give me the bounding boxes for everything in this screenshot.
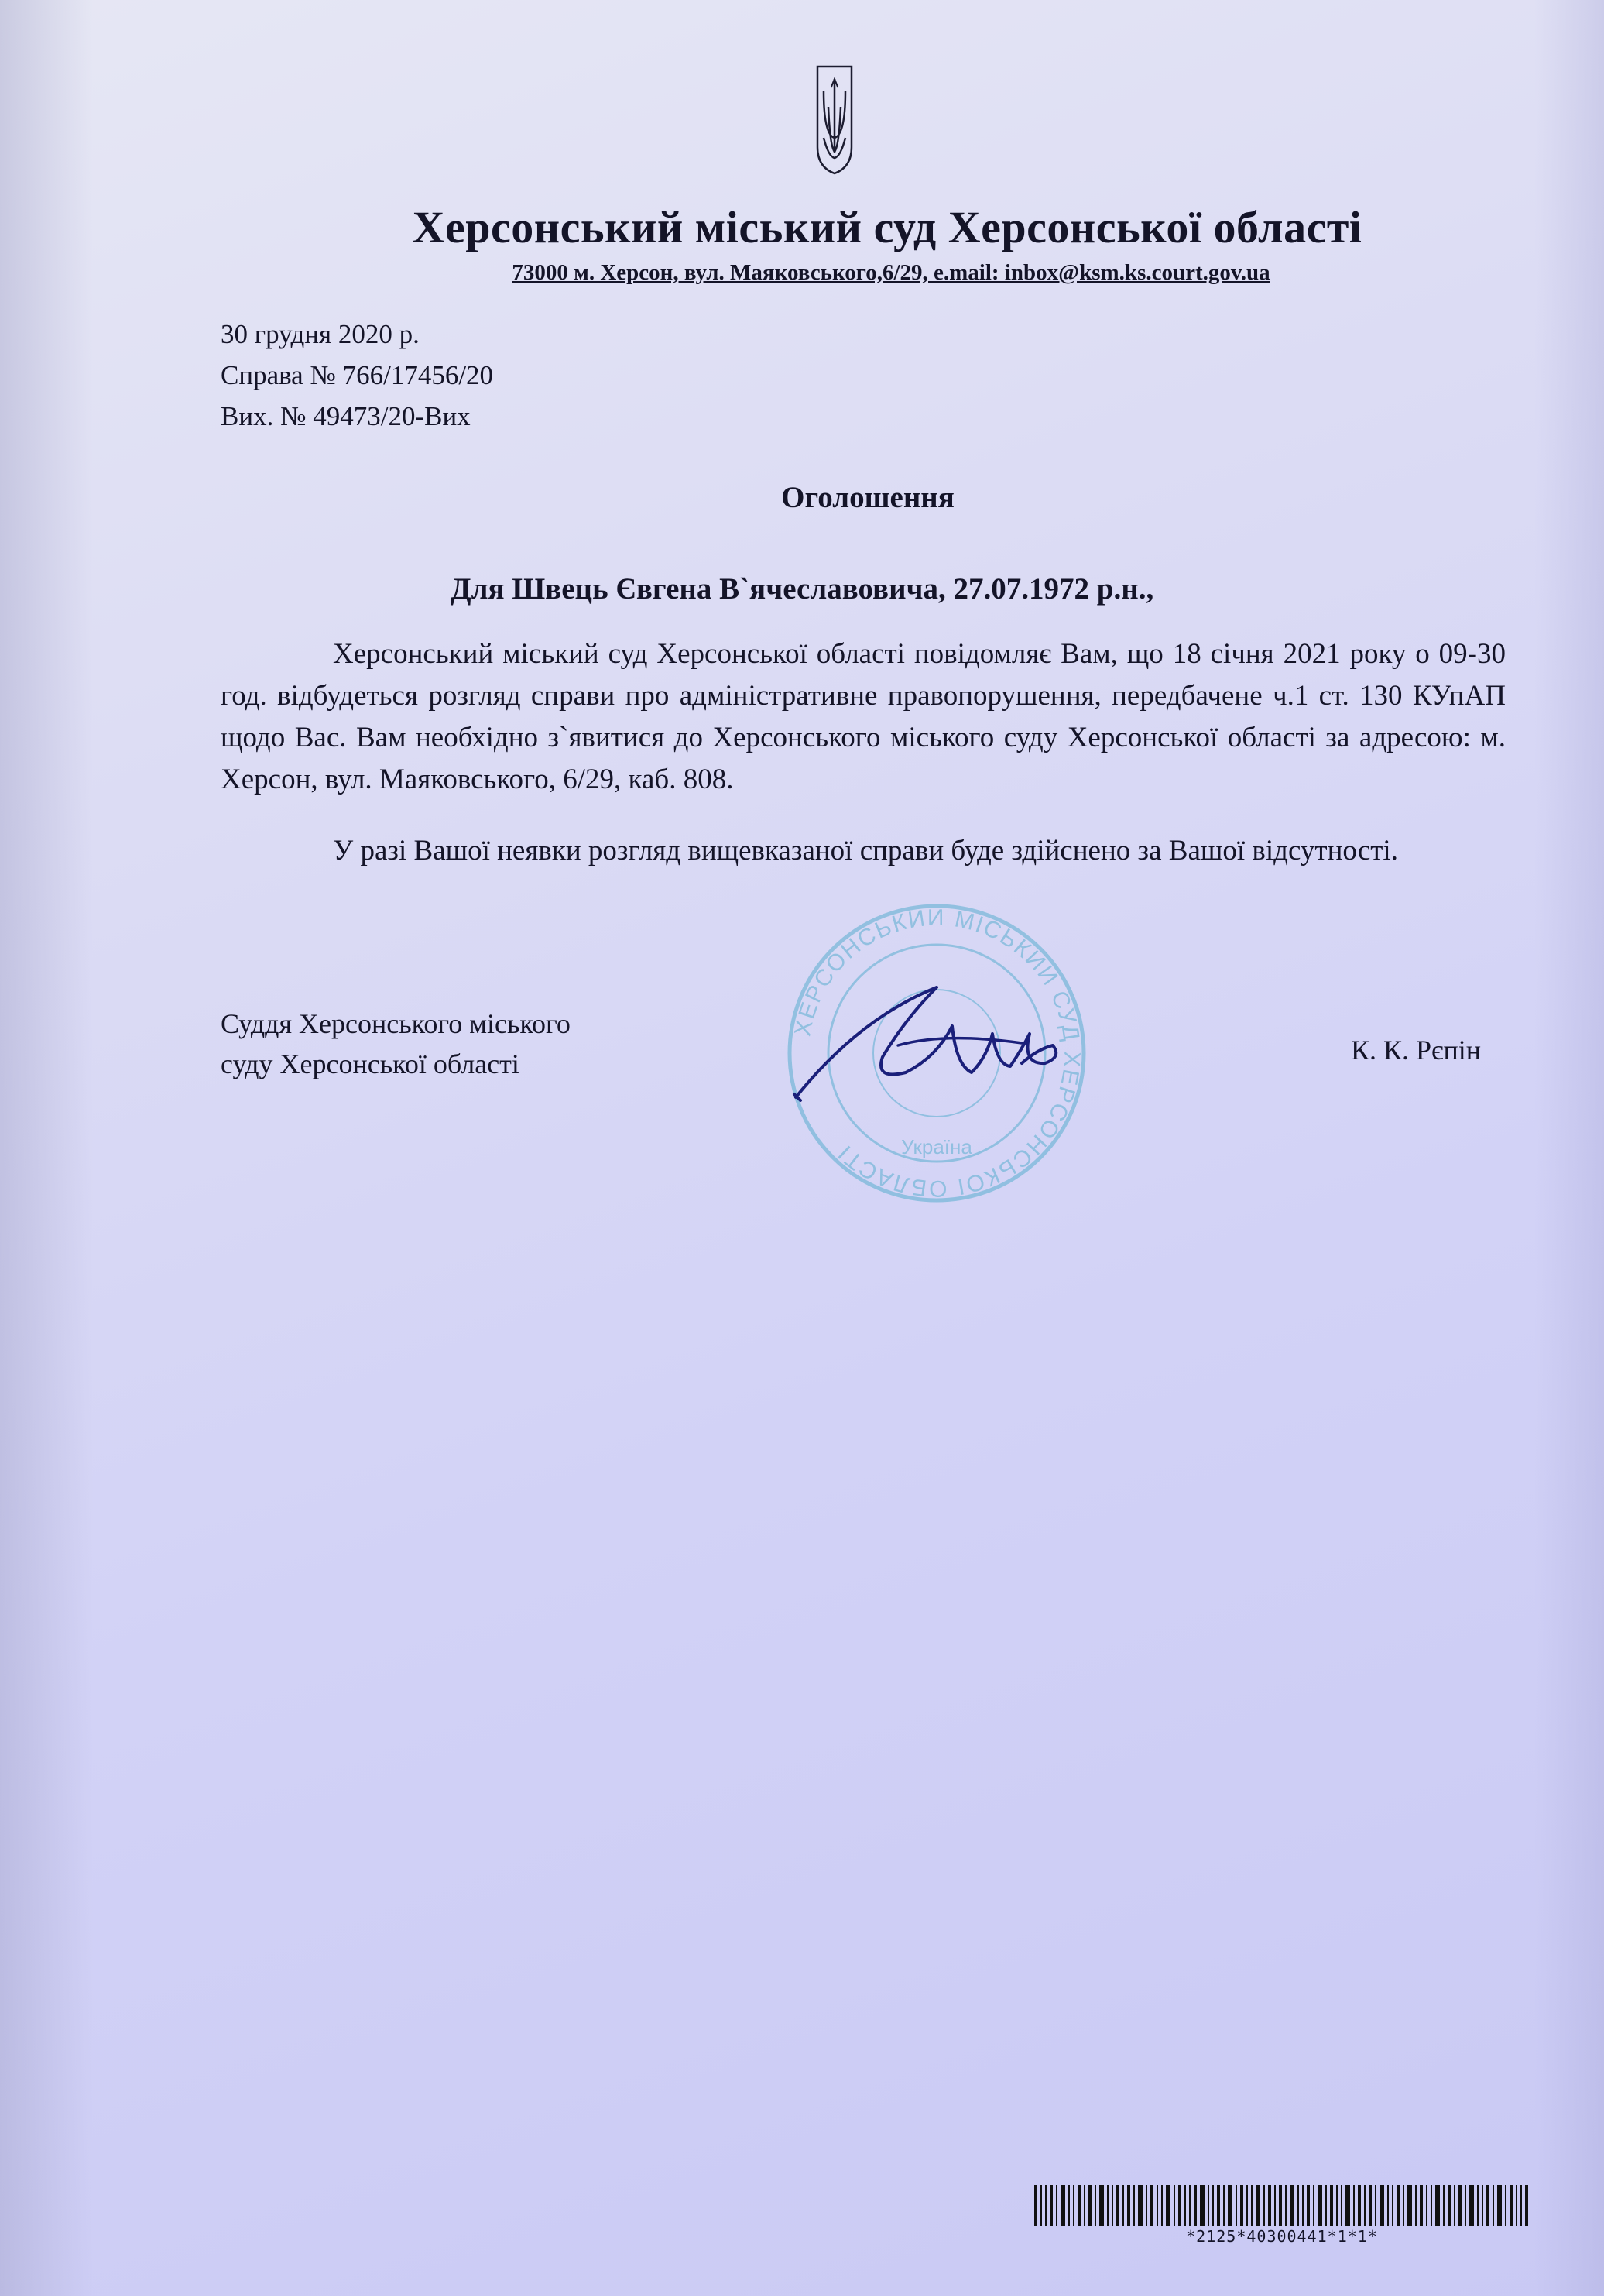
judge-signature xyxy=(790,972,1068,1103)
page-shadow-right xyxy=(1534,0,1604,2296)
announcement-paragraph-1: Херсонський міський суд Херсонської області повідомляє Вам, що 18 січня 2021 року о 09-30 год. відбудеться розгляд справи про адміністративне правопорушення, передбачене ч.1 ст. 130 КУпАП щодо Вас. Вам необхідно з`явитися до Херсонського міського суду Херсонської області за адресою: м. Херсон, вул. Маяковського, 6/29, каб. 808. xyxy=(221,638,1506,795)
tryzub-coat-of-arms-icon xyxy=(814,60,855,177)
court-address: 73000 м. Херсон, вул. Маяковського,6/29, e.mail: inbox@ksm.ks.court.gov.ua xyxy=(512,260,1270,285)
barcode xyxy=(1034,2185,1530,2226)
barcode-number: *2125*40300441*1*1* xyxy=(1186,2227,1378,2246)
svg-text:Україна: Україна xyxy=(901,1135,972,1158)
judge-name: К. К. Рєпін xyxy=(1351,1035,1482,1066)
announcement-title: Оголошення xyxy=(781,481,955,514)
case-number: Справа № 766/17456/20 xyxy=(221,360,494,390)
announcement-paragraph-2: У разі Вашої неявки розгляд вищевказаної справи буде здійснено за Вашої відсутності. xyxy=(333,835,1398,867)
announcement-recipient: Для Швець Євгена В`ячеславовича, 27.07.1972 р.н., xyxy=(450,572,1154,606)
court-name: Херсонський міський суд Херсонської області xyxy=(412,202,1362,252)
outgoing-number: Вих. № 49473/20-Вих xyxy=(221,401,471,431)
page-shadow-left xyxy=(0,0,93,2296)
svg-text:ХЕРСОНСЬКИЙ МІСЬКИЙ СУД ХЕРСОН: ХЕРСОНСЬКИЙ МІСЬКИЙ СУД ХЕРСОНСЬКОЇ ОБЛАСТІ xyxy=(790,904,1085,1202)
judge-position-line-1: Суддя Херсонського міського xyxy=(221,1008,571,1039)
document-date: 30 грудня 2020 р. xyxy=(221,319,420,349)
judge-position-line-2: суду Херсонської області xyxy=(221,1048,519,1079)
